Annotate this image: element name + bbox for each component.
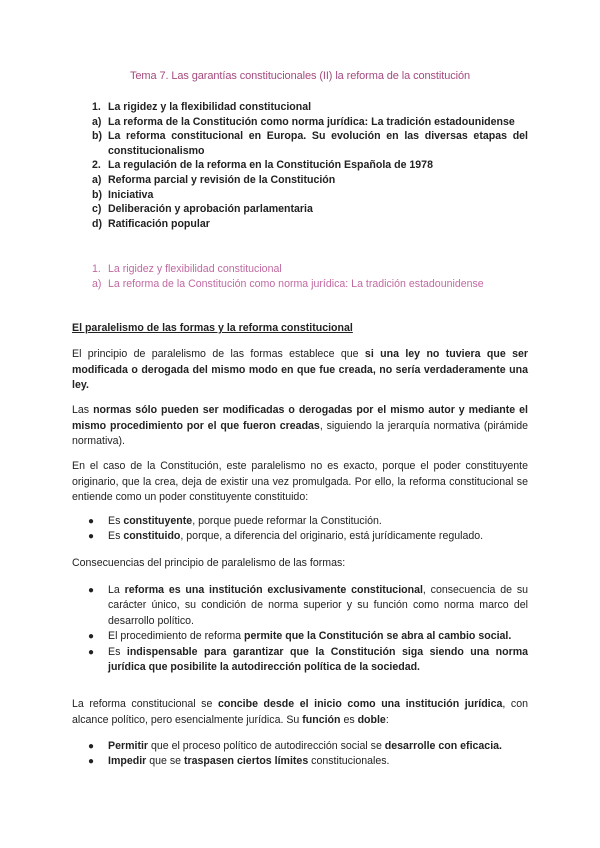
bullet-icon: ● (88, 646, 95, 658)
outline-number: 2. (92, 159, 101, 172)
outline-text: Iniciativa (108, 188, 154, 201)
text-run: , siguiendo la jerarquía normativa (pirámide normativa). (72, 419, 528, 448)
outline-item (92, 188, 528, 203)
text-run: Consecuencias del principio de paralelismo de las formas: (72, 557, 346, 569)
outline-item (92, 217, 528, 232)
outline-text: La rigidez y la flexibilidad constitucional (108, 101, 312, 113)
bold-text: Impedir (108, 755, 147, 768)
bullet-list-2 (72, 583, 528, 675)
outline-number: a) (92, 277, 102, 290)
outline-number: a) (92, 173, 102, 186)
outline-number: 1. (92, 263, 101, 275)
bold-text: doble (357, 713, 386, 726)
bullet-icon: ● (88, 516, 95, 527)
paragraph-1 (72, 347, 528, 394)
outline-item (92, 158, 528, 173)
outline-item (92, 115, 528, 130)
outline-text: Reforma parcial y revisión de la Constitución (108, 173, 336, 186)
outline-text: Ratificación popular (108, 217, 210, 230)
bold-text: función (302, 713, 341, 726)
outline-number: d) (92, 217, 102, 230)
text-run: Las (72, 404, 94, 416)
outline-number: 1. (92, 101, 101, 113)
list-item: ● Impedir que se traspasen ciertos límites constitucionales. (72, 754, 528, 769)
bullet-icon: ● (88, 631, 95, 643)
bold-text: reforma es una institución exclusivamente constitucional (124, 584, 423, 596)
outline-text: La reforma de la Constitución como norma jurídica: La tradición estadounidense (108, 115, 515, 128)
bold-text: Permitir (108, 740, 149, 752)
topic-outline (92, 100, 528, 231)
bullet-list-1 (72, 514, 528, 545)
outline-text: La reforma de la Constitución como norma jurídica: La tradición estadounidense (108, 277, 484, 290)
list-item: ● Es indispensable para garantizar que la Constitución siga siendo una norma jurídica que posibilite la autodirección política de la sociedad. (88, 645, 528, 674)
outline-item (92, 277, 528, 292)
section-heading-block (72, 321, 528, 335)
bold-text: traspasen ciertos límites (183, 755, 309, 768)
list-item: ● La reforma es una institución exclusivamente constitucional, consecuencia de su carácter único, su condición de norma superior y su función como norma marco del desarrollo político. (88, 584, 529, 627)
list-item: ● Es constituyente, porque puede reformar la Constitución. (72, 514, 528, 529)
outline-text: Deliberación y aprobación parlamentaria (108, 203, 313, 216)
outline-number: c) (92, 203, 102, 216)
bullet-icon: ● (88, 585, 95, 596)
outline-number: a) (92, 115, 102, 128)
paragraph-4 (72, 556, 528, 572)
bold-text: concibe desde el inicio como una institución jurídica (217, 698, 503, 710)
bold-text: constituyente (123, 515, 193, 527)
bullet-icon: ● (88, 531, 95, 543)
paragraph-2 (72, 403, 528, 450)
bullet-icon: ● (88, 756, 95, 768)
bold-text: desarrolle con eficacia. (384, 740, 502, 752)
outline-item (92, 202, 528, 217)
outline-number: b) (92, 188, 102, 201)
text-run: El principio de paralelismo de las formas establece que (72, 348, 365, 360)
outline-text: La reforma constitucional en Europa. Su evolución en las diversas etapas del constitucionalismo (108, 130, 528, 157)
paragraph-5: La reforma constitucional se concibe desde el inicio como una institución jurídica, con alcance político, pero esencialmente jurídica. Su función es doble: (72, 698, 529, 726)
outline-item (92, 129, 528, 158)
paragraph-3 (72, 459, 528, 506)
text-run: En el caso de la Constitución, este paralelismo no es exacto, porque el poder constituyente originario, que la crea, deja de existir una vez promulgada. Por ello, la reforma constitucional se entiende como un poder constituyente constituido: (72, 460, 528, 504)
bold-text: permite que la Constitución se abra al cambio social. (244, 630, 512, 643)
outline-item (92, 100, 528, 115)
list-item: ● Es constituido, porque, a diferencia del originario, está jurídicamente regulado. (72, 529, 528, 544)
bullet-list-3 (72, 739, 528, 770)
bullet-icon: ● (88, 741, 95, 752)
bold-text: constituido (123, 530, 181, 543)
list-item: ● El procedimiento de reforma permite que la Constitución se abra al cambio social. (72, 629, 528, 644)
outline-item (92, 262, 528, 277)
outline-number: b) (92, 130, 102, 143)
outline-text: La rigidez y flexibilidad constitucional (108, 263, 282, 275)
list-item: ● Permitir que el proceso político de autodirección social se desarrolle con eficacia. (72, 739, 528, 754)
current-topic-outline (92, 262, 528, 291)
outline-item (92, 173, 528, 188)
document-title: Tema 7. Las garantías constitucionales (II) la reforma de la constitución (130, 70, 470, 82)
bold-text: si una ley no tuviera que ser modificada o derogada del mismo modo en que fue creada, no sería verdaderamente una ley. (72, 348, 528, 392)
section-heading: El paralelismo de las formas y la reforma constitucional (72, 322, 353, 334)
bold-text: indispensable para garantizar que la Constitución siga siendo una norma jurídica que posibilite la autodirección política de la sociedad. (108, 645, 528, 674)
outline-text: La regulación de la reforma en la Constitución Española de 1978 (108, 159, 433, 172)
bold-text: normas sólo pueden ser modificadas o derogadas por el mismo autor y mediante el mismo procedimiento por el que fueron creadas (72, 404, 528, 432)
